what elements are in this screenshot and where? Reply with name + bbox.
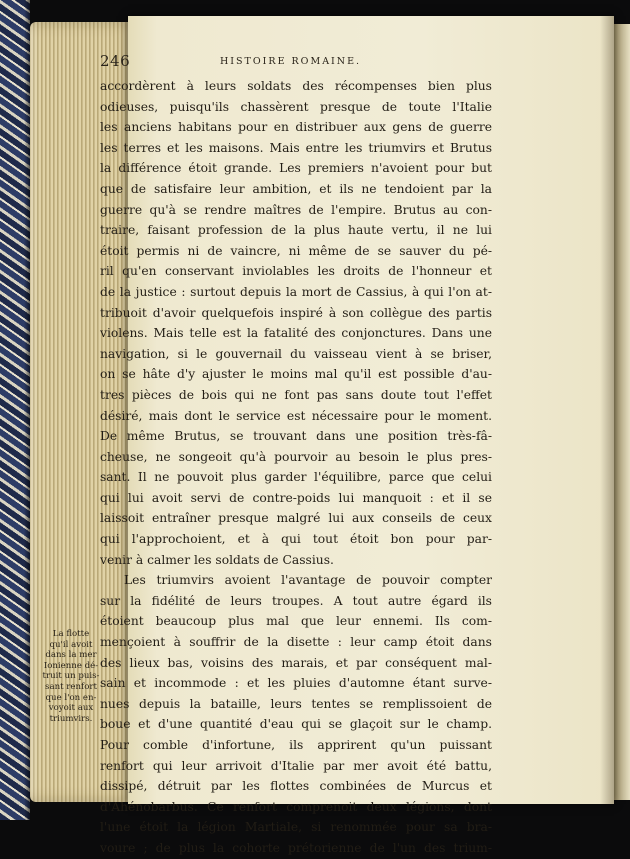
margin-note-line: dans la mer <box>45 650 97 661</box>
text-line: venir à calmer les soldats de Cassius. <box>100 552 334 567</box>
margin-note-line: qu'il avoit <box>49 639 93 650</box>
text-line: désiré, mais dont le service est nécessaire pour le moment. <box>100 408 492 423</box>
text-line: violens. Mais telle est la fatalité des conjonctures. Dans une <box>100 326 492 341</box>
margin-note-line: triumvirs. <box>49 713 93 724</box>
text-line: voure ; de plus la cohorte prétorienne de l'un des trium- <box>100 840 492 855</box>
text-line: mençoient à souffrir de la disette : leur camp étoit dans <box>100 635 492 650</box>
text-line: tribuoit d'avoir quelquefois inspiré à son collègue des partis <box>100 305 492 320</box>
text-line: on se hâte d'y ajuster le moins mal qu'il est possible d'au- <box>100 367 492 382</box>
text-line: d'Ahénobarbus. Ce renfort comprenoit deux légions, dont <box>100 799 492 814</box>
margin-note-line: voyoit aux <box>48 703 94 714</box>
text-line: traire, faisant profession de la plus haute vertu, il ne lui <box>100 223 492 238</box>
text-line: cheuse, ne songeoit qu'à pourvoir au besoin le plus pres- <box>100 449 492 464</box>
margin-note-line: que l'on en- <box>45 692 97 703</box>
text-line: Pour comble d'infortune, ils apprirent qu'un puissant <box>100 738 492 752</box>
margin-note <box>40 629 102 724</box>
page-number: 246 <box>100 52 131 70</box>
text-line: les anciens habitans pour en distribuer aux gens de guerre <box>100 120 492 135</box>
text-line: odieuses, puisqu'ils chassèrent presque de toute l'Italie <box>100 99 492 114</box>
margin-note-line: Ionienne dé- <box>43 660 99 671</box>
running-title: HISTOIRE ROMAINE. <box>220 56 362 67</box>
text-line: ril qu'en conservant inviolables les droits de l'honneur et <box>100 264 492 279</box>
text-line: tres pièces de bois qui ne font pas sans doute tout l'effet <box>100 387 492 402</box>
facing-page-edge <box>614 24 630 800</box>
text-line: l'une étoit la légion Martiale, si renommée pour sa bra- <box>100 820 492 835</box>
text-line: boue et d'une quantité d'eau qui se glaçoit sur le champ. <box>100 717 492 732</box>
body-text <box>100 76 492 859</box>
text-line: qui l'approchoient, et à qui tout étoit bon pour par- <box>100 532 492 547</box>
text-line: Les triumvirs avoient l'avantage de pouvoir compter <box>124 573 492 588</box>
text-line: accordèrent à leurs soldats des récompenses bien plus <box>100 79 492 93</box>
margin-note-line: La flotte <box>52 629 90 639</box>
text-line: De même Brutus, se trouvant dans une position très-fâ- <box>100 429 492 444</box>
text-line: des lieux bas, voisins des marais, et par conséquent mal- <box>100 655 492 670</box>
text-line: de la justice : surtout depuis la mort de Cassius, à qui l'on at- <box>100 284 492 299</box>
text-line: nues depuis la bataille, leurs tentes se remplissoient de <box>100 696 492 711</box>
text-line: les terres et les maisons. Mais entre les triumvirs et Brutus <box>100 140 492 155</box>
page-header <box>100 52 488 72</box>
text-line: sant. Il ne pouvoit plus garder l'équilibre, parce que celui <box>100 470 492 485</box>
book-binding <box>0 0 30 820</box>
text-line: étoit permis ni de vaincre, ni même de se sauver du pé- <box>100 243 492 258</box>
gutter-shadow <box>600 16 614 804</box>
text-line: sur la fidélité de leurs troupes. A tout autre égard ils <box>100 593 492 608</box>
text-line: guerre qu'à se rendre maîtres de l'empire. Brutus au con- <box>100 202 492 217</box>
text-line: qui lui avoit servi de contre-poids lui manquoit : et il se <box>100 490 492 505</box>
text-line: dissipé, détruit par les flottes combinées de Murcus et <box>100 779 492 794</box>
text-line: laissoit entraîner presque malgré lui aux conseils de ceux <box>100 511 492 526</box>
text-line: que de satisfaire leur ambition, et ils ne tendoient par la <box>100 181 492 196</box>
margin-note-line: sant renfort <box>45 681 97 692</box>
margin-note-line: truit un puis- <box>42 671 100 682</box>
text-line: sain et incommode : et les pluies d'automne étant surve- <box>100 676 492 691</box>
text-line: la différence étoit grande. Les premiers n'avoient pour but <box>100 161 492 176</box>
text-line: navigation, si le gouvernail du vaisseau vient à se briser, <box>100 346 492 361</box>
text-line: renfort qui leur arrivoit d'Italie par mer avoit été battu, <box>100 758 492 773</box>
text-line: étoient beaucoup plus mal que leur ennemi. Ils com- <box>100 614 492 629</box>
